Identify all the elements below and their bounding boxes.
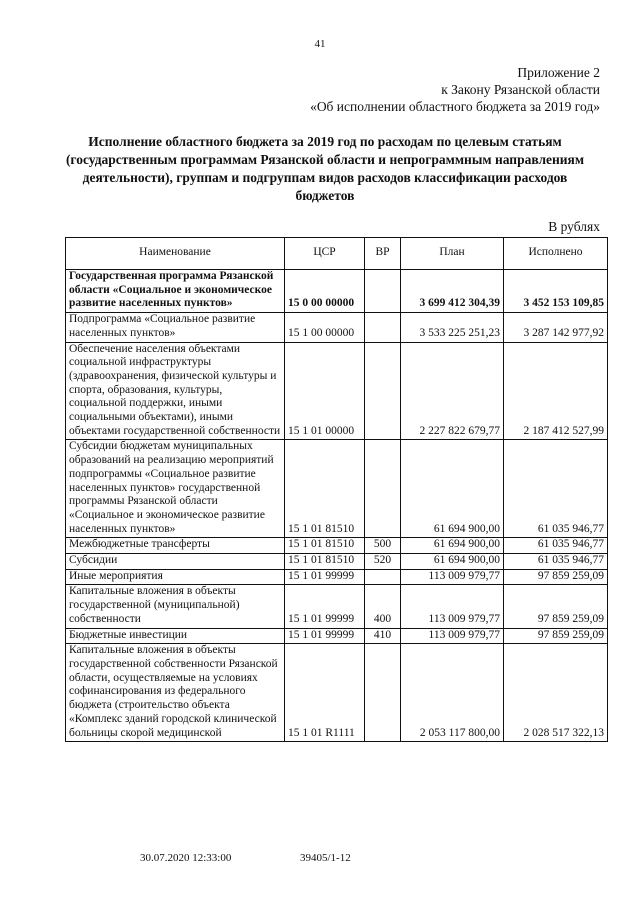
row-csr: 15 1 01 99999 [285, 569, 365, 585]
row-plan: 113 009 979,77 [401, 569, 504, 585]
row-name: Бюджетные инвестиции [66, 628, 285, 644]
table-row [66, 644, 608, 742]
table-row [66, 569, 608, 585]
currency-note: В рублях [548, 219, 600, 234]
row-executed: 2 028 517 322,13 [504, 644, 608, 742]
row-executed: 97 859 259,09 [504, 585, 608, 628]
header-csr: ЦСР [285, 238, 365, 270]
row-vr: 500 [365, 538, 401, 554]
row-csr: 15 1 01 99999 [285, 585, 365, 628]
row-name: Межбюджетные трансферты [66, 538, 285, 554]
row-csr: 15 1 01 R1111 [285, 644, 365, 742]
table-row [66, 585, 608, 628]
appendix-line-1: Приложение 2 [517, 65, 600, 80]
row-vr [365, 644, 401, 742]
table-row [66, 538, 608, 554]
row-executed: 2 187 412 527,99 [504, 342, 608, 440]
header-plan: План [401, 238, 504, 270]
row-plan: 61 694 900,00 [401, 440, 504, 538]
row-name: Капитальные вложения в объекты государственной собственности Рязанской области, осуществляемые на условиях софинансирования из федерального бюджета (строительство объекта «Комплекс зданий городской клинической больницы скорой медицинской [66, 644, 285, 742]
header-executed: Исполнено [504, 238, 608, 270]
row-name: Субсидии [66, 554, 285, 570]
appendix-line-2: к Закону Рязанской области [441, 82, 600, 97]
table-row [66, 342, 608, 440]
table-row [66, 628, 608, 644]
row-vr [365, 270, 401, 313]
row-name: Обеспечение населения объектами социальной инфраструктуры (здравоохранения, физической культуры и спорта, образования, культуры, социальной поддержки, иными социальными объектами), иными объектами государственной собственности [66, 342, 285, 440]
row-executed: 97 859 259,09 [504, 569, 608, 585]
row-executed: 61 035 946,77 [504, 554, 608, 570]
row-plan: 3 533 225 251,23 [401, 313, 504, 342]
row-executed: 3 452 153 109,85 [504, 270, 608, 313]
row-name: Подпрограмма «Социальное развитие населенных пунктов» [66, 313, 285, 342]
row-vr: 520 [365, 554, 401, 570]
row-csr: 15 1 01 81510 [285, 440, 365, 538]
table-row [66, 440, 608, 538]
row-plan: 61 694 900,00 [401, 538, 504, 554]
row-vr [365, 313, 401, 342]
row-name: Субсидии бюджетам муниципальных образований на реализацию мероприятий подпрограммы «Социальное развитие населенных пунктов» государственной программы Рязанской области «Социальное и экономическое развитие населенных пунктов» [66, 440, 285, 538]
footer-datetime: 30.07.2020 12:33:00 [140, 852, 232, 864]
row-csr: 15 1 01 81510 [285, 538, 365, 554]
header-vr: ВР [365, 238, 401, 270]
row-vr [365, 440, 401, 538]
row-plan: 61 694 900,00 [401, 554, 504, 570]
table-header-row [66, 238, 608, 270]
row-plan: 2 053 117 800,00 [401, 644, 504, 742]
row-name: Иные мероприятия [66, 569, 285, 585]
row-plan: 113 009 979,77 [401, 628, 504, 644]
row-executed: 97 859 259,09 [504, 628, 608, 644]
row-executed: 3 287 142 977,92 [504, 313, 608, 342]
document-title: Исполнение областного бюджета за 2019 год по расходам по целевым статьям (государственным программам Рязанской области и непрограммным направлениям деятельности), группам и подгруппам видов расходов классификации расходов бюджетов [65, 134, 585, 203]
row-executed: 61 035 946,77 [504, 440, 608, 538]
page-number: 41 [314, 38, 326, 50]
appendix-line-3: «Об исполнении областного бюджета за 2019 год» [310, 99, 600, 114]
row-vr: 410 [365, 628, 401, 644]
header-name: Наименование [66, 238, 285, 270]
row-csr: 15 1 01 00000 [285, 342, 365, 440]
row-executed: 61 035 946,77 [504, 538, 608, 554]
table-row [66, 270, 608, 313]
row-vr [365, 569, 401, 585]
row-csr: 15 1 01 99999 [285, 628, 365, 644]
appendix-block [310, 64, 600, 115]
row-vr: 400 [365, 585, 401, 628]
row-csr: 15 1 00 00000 [285, 313, 365, 342]
row-vr [365, 342, 401, 440]
row-csr: 15 1 01 81510 [285, 554, 365, 570]
row-name: Государственная программа Рязанской области «Социальное и экономическое развитие населенных пунктов» [66, 270, 285, 313]
row-plan: 113 009 979,77 [401, 585, 504, 628]
footer-doc-number: 39405/1-12 [300, 852, 351, 864]
row-plan: 3 699 412 304,39 [401, 270, 504, 313]
row-name: Капитальные вложения в объекты государственной (муниципальной) собственности [66, 585, 285, 628]
row-csr: 15 0 00 00000 [285, 270, 365, 313]
row-plan: 2 227 822 679,77 [401, 342, 504, 440]
table-row [66, 554, 608, 570]
table-row [66, 313, 608, 342]
budget-table [65, 237, 608, 742]
